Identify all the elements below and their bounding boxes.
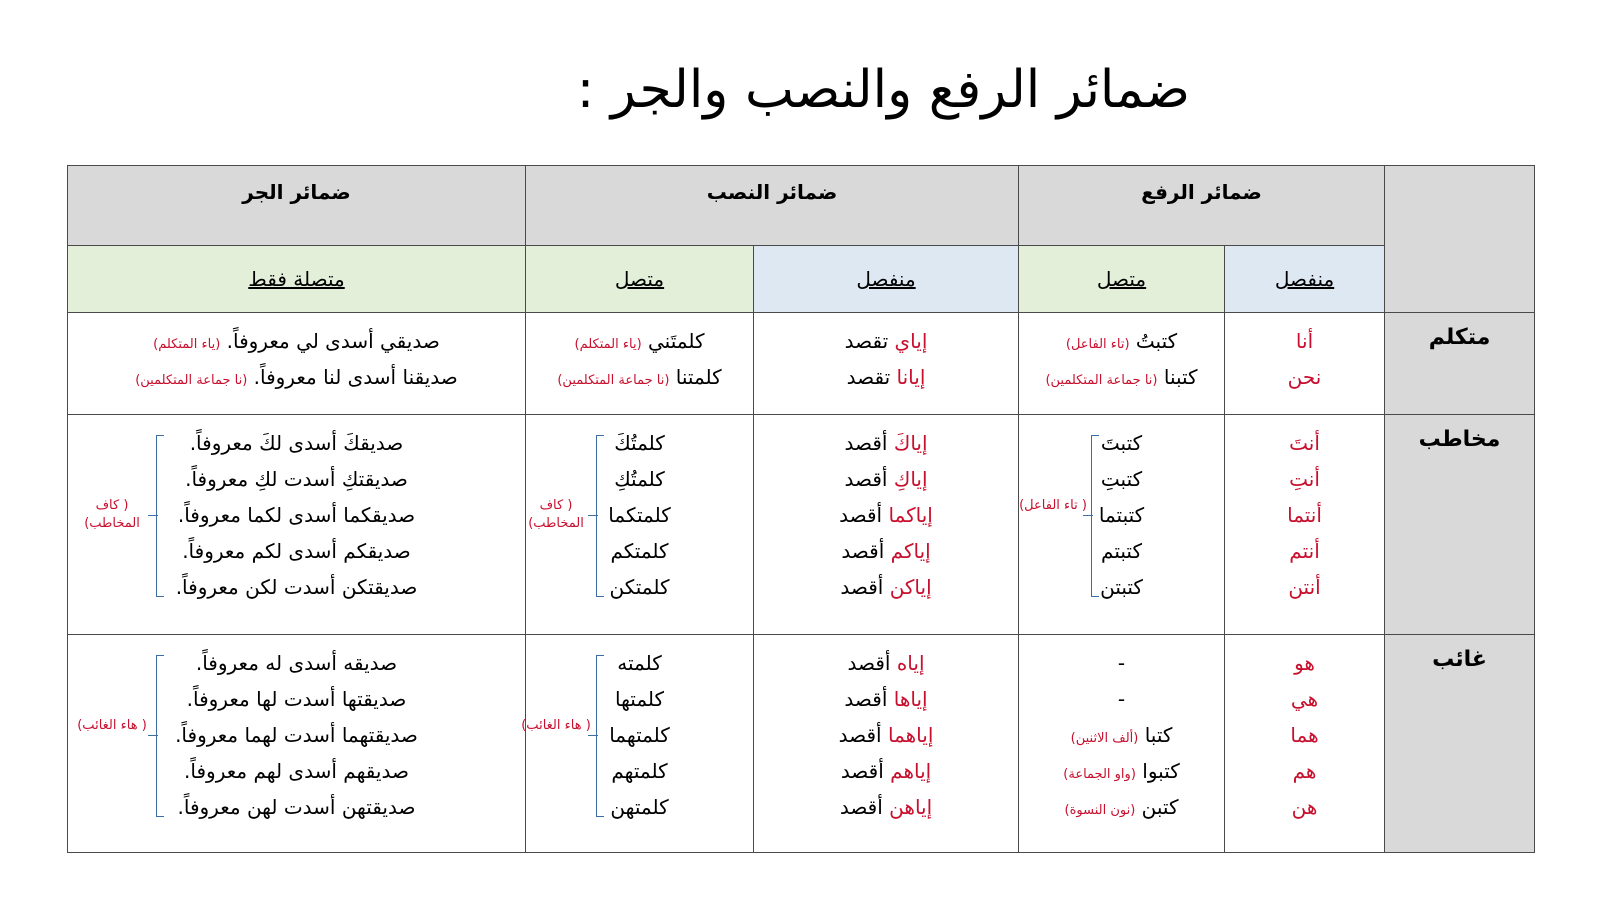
example-word: كتبتم — [1101, 539, 1142, 563]
brace-label: ( تاء الفاعل) — [1019, 498, 1087, 513]
addressee-jarr — [68, 415, 526, 635]
brace-group — [528, 425, 741, 605]
brace-icon — [596, 655, 604, 817]
pronoun: إياهن — [889, 795, 933, 819]
pronoun: أنتِ — [1289, 467, 1320, 491]
verb: أقصد — [838, 723, 888, 747]
brace-group — [80, 425, 513, 605]
example-line — [1031, 717, 1212, 753]
example-word: كلمتها — [614, 687, 665, 711]
example-note: (واو الجماعة) — [1063, 767, 1136, 782]
example-line — [766, 645, 1006, 681]
speaker-nasb-munfasil — [754, 313, 1019, 415]
absent-jarr — [68, 635, 526, 853]
brace-icon — [156, 435, 164, 597]
verb: أقصد — [844, 467, 894, 491]
verb: أقصد — [839, 503, 889, 527]
example-line — [1031, 681, 1212, 717]
example-note: (ألف الاثنين) — [1070, 731, 1139, 746]
example-note: (ياء المتكلم) — [574, 337, 642, 352]
verb: تقصد — [844, 329, 895, 353]
example-sentence: صديقنا أسدى لنا معروفاً. — [253, 365, 458, 389]
brace-icon — [596, 435, 604, 597]
pronoun: إياهم — [890, 759, 932, 783]
speaker-raf-munfasil — [1225, 313, 1385, 415]
example-note: (تاء الفاعل) — [1065, 337, 1130, 352]
example-word: كتبتِ — [1100, 467, 1143, 491]
example-sentence: صديقكما أسدى لكما معروفاً. — [177, 503, 416, 527]
pronoun: إيانا — [896, 365, 926, 389]
pronoun: إياكن — [889, 575, 932, 599]
example-line — [766, 569, 1006, 605]
pronoun: أنتم — [1289, 539, 1320, 563]
example-word: كلمته — [617, 651, 662, 675]
example-sentence: صديقكم أسدى لكم معروفاً. — [182, 539, 411, 563]
example-line — [538, 359, 741, 395]
brace-group — [1019, 425, 1212, 605]
example-line — [538, 323, 741, 359]
pronoun: هو — [1294, 651, 1315, 675]
speaker-jarr — [68, 313, 526, 415]
brace-label: ( كاف المخاطب) — [528, 498, 584, 531]
header-nasb: ضمائر النصب — [526, 166, 1019, 246]
brace-label: ( كاف المخاطب) — [84, 498, 140, 531]
pronoun: هن — [1291, 795, 1318, 819]
example-word: كلمتكم — [610, 539, 669, 563]
pronoun: أنتما — [1287, 503, 1322, 527]
verb: أقصد — [844, 431, 894, 455]
header-jarr: ضمائر الجر — [68, 166, 526, 246]
example-sentence: صديقتهن أسدت لهن معروفاً. — [177, 795, 416, 819]
example-line — [1031, 753, 1212, 789]
example-line — [1031, 323, 1212, 359]
example-word: - — [1117, 651, 1126, 675]
brace-tick — [588, 735, 598, 736]
verb: تقصد — [846, 365, 897, 389]
brace-label: ( هاء الغائب) — [521, 718, 591, 733]
subheader-nasb-muttasil: متصل — [526, 246, 754, 313]
example-line — [766, 753, 1006, 789]
verb: أقصد — [840, 759, 891, 783]
example-word: كتبا — [1144, 723, 1173, 747]
example-note: (نون النسوة) — [1064, 803, 1136, 818]
example-word: كلمتَني — [648, 329, 705, 353]
pronoun: إياكِ — [893, 467, 928, 491]
example-sentence: صديقتها أسدت لها معروفاً. — [186, 687, 407, 711]
example-word: كلمتُكَ — [614, 431, 665, 455]
example-line — [766, 533, 1006, 569]
example-line — [766, 789, 1006, 825]
example-line — [766, 461, 1006, 497]
pronoun: أنتَ — [1289, 431, 1320, 455]
example-word: كلمتُكِ — [614, 467, 665, 491]
absent-raf-munfasil — [1225, 635, 1385, 853]
verb: أقصد — [847, 651, 897, 675]
example-sentence: صديقكَ أسدى لكَ معروفاً. — [189, 431, 404, 455]
pronoun: أنتن — [1288, 575, 1321, 599]
example-word: كتبوا — [1142, 759, 1180, 783]
page-title: ضمائر الرفع والنصب والجر : — [576, 60, 1190, 120]
pronoun: إياها — [893, 687, 928, 711]
example-sentence: صديقهم أسدى لهم معروفاً. — [184, 759, 409, 783]
example-line — [80, 359, 513, 395]
pronoun: إياكَ — [893, 431, 928, 455]
absent-raf-muttasil — [1019, 635, 1225, 853]
example-word: كتبتن — [1100, 575, 1143, 599]
addressee-nasb-munfasil — [754, 415, 1019, 635]
example-word: كتبن — [1141, 795, 1179, 819]
verb: أقصد — [844, 687, 894, 711]
example-line — [1031, 645, 1212, 681]
pronoun: نحن — [1287, 365, 1322, 389]
brace-label: ( هاء الغائب) — [77, 718, 147, 733]
example-word: - — [1117, 687, 1126, 711]
example-line — [766, 497, 1006, 533]
pronoun: هما — [1290, 723, 1319, 747]
example-line — [766, 717, 1006, 753]
example-line — [80, 323, 513, 359]
brace-icon — [156, 655, 164, 817]
brace-tick — [1083, 515, 1093, 516]
example-note: (نا جماعة المتكلمين) — [1045, 373, 1158, 388]
absent-nasb-muttasil — [521, 635, 754, 853]
subheader-raf-muttasil: متصل — [1019, 246, 1225, 313]
example-word: كتبتما — [1098, 503, 1145, 527]
brace-icon — [1091, 435, 1099, 597]
example-sentence: صديقتهما أسدت لهما معروفاً. — [175, 723, 418, 747]
pronoun: إياي — [894, 329, 928, 353]
example-line — [1031, 359, 1212, 395]
addressee-raf-muttasil — [1019, 415, 1225, 635]
absent-nasb-munfasil — [754, 635, 1019, 853]
example-word: كتبتَ — [1100, 431, 1143, 455]
example-word: كلمتكن — [609, 575, 670, 599]
example-note: (ياء المتكلم) — [153, 337, 221, 352]
example-word: كتبتُ — [1135, 329, 1178, 353]
example-word: كلمتهم — [611, 759, 668, 783]
corner-cell — [1385, 166, 1535, 313]
verb: أقصد — [841, 539, 891, 563]
example-note: (نا جماعة المتكلمين) — [557, 373, 670, 388]
example-word: كلمتنا — [675, 365, 722, 389]
header-raf: ضمائر الرفع — [1019, 166, 1385, 246]
example-word: كلمتكما — [608, 503, 671, 527]
example-line — [766, 323, 1006, 359]
pronoun-table — [67, 165, 1535, 853]
brace-group — [521, 645, 741, 825]
row-label-speaker: متكلم — [1385, 313, 1535, 415]
example-note: (نا جماعة المتكلمين) — [135, 373, 248, 388]
example-sentence: صديقي أسدى لي معروفاً. — [226, 329, 440, 353]
pronoun: إياكم — [890, 539, 931, 563]
example-sentence: صديقتكِ أسدت لكِ معروفاً. — [185, 467, 408, 491]
speaker-raf-muttasil — [1019, 313, 1225, 415]
subheader-jarr-only: متصلة فقط — [68, 246, 526, 313]
subheader-raf-munfasil: منفصل — [1225, 246, 1385, 313]
example-line — [766, 681, 1006, 717]
verb: أقصد — [839, 795, 890, 819]
example-sentence: صديقه أسدى له معروفاً. — [195, 651, 398, 675]
pronoun: إياهما — [887, 723, 934, 747]
row-label-addressee: مخاطب — [1385, 415, 1535, 635]
example-line — [1031, 789, 1212, 825]
example-word: كتبنا — [1163, 365, 1198, 389]
pronoun: هي — [1290, 687, 1319, 711]
example-word: كلمتهن — [610, 795, 669, 819]
pronoun: هم — [1292, 759, 1317, 783]
brace-group — [77, 645, 513, 825]
example-line — [766, 359, 1006, 395]
pronoun: إياه — [896, 651, 925, 675]
pronoun: أنا — [1295, 329, 1314, 353]
addressee-raf-munfasil — [1225, 415, 1385, 635]
speaker-nasb-muttasil — [526, 313, 754, 415]
subheader-nasb-munfasil: منفصل — [754, 246, 1019, 313]
pronoun: إياكما — [888, 503, 933, 527]
example-word: كلمتهما — [609, 723, 670, 747]
page-title-area — [0, 50, 1600, 130]
brace-tick — [148, 735, 158, 736]
row-label-absent: غائب — [1385, 635, 1535, 853]
example-sentence: صديقتكن أسدت لكن معروفاً. — [175, 575, 418, 599]
example-line — [766, 425, 1006, 461]
addressee-nasb-muttasil — [526, 415, 754, 635]
verb: أقصد — [840, 575, 890, 599]
